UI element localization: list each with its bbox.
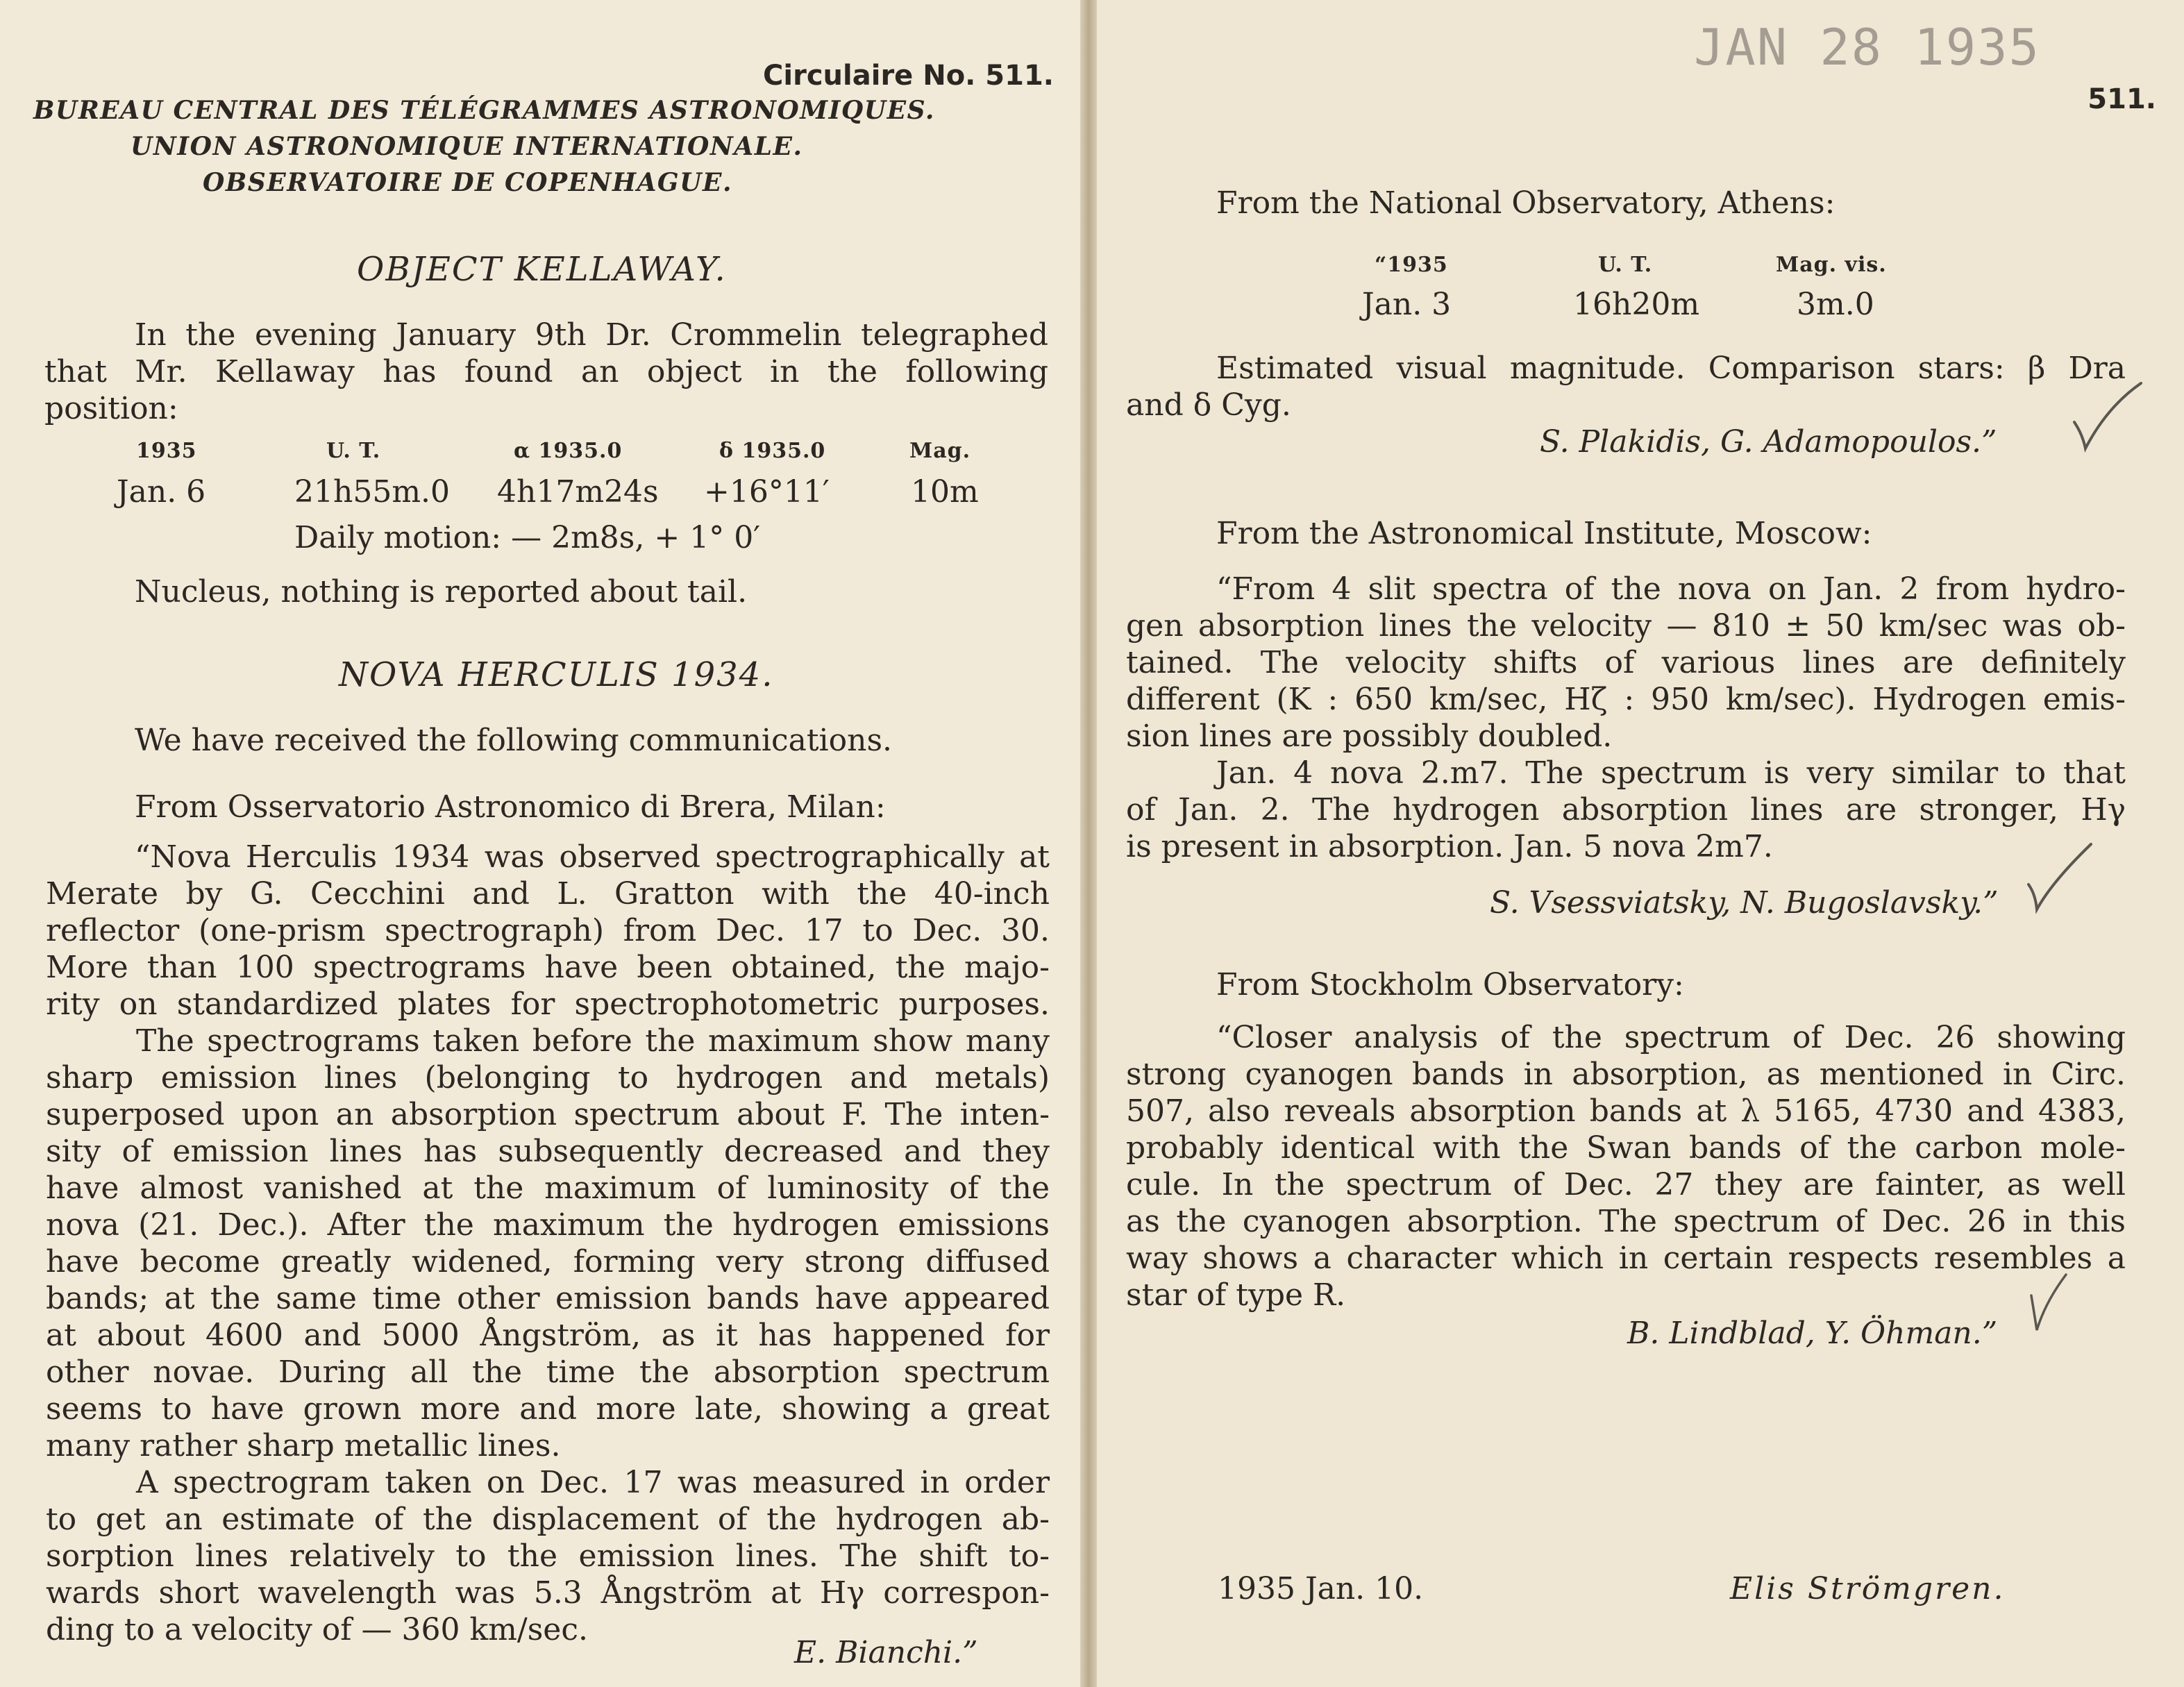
table-header-ra: α 1935.0 [514, 439, 623, 463]
athens-header-ut: U. T. [1598, 253, 1653, 277]
p3-line-4: wards short wavelength was 5.3 Ångström at Hγ correspon- [46, 1575, 1050, 1611]
athens-estimate-line-2: and δ Cyg. [1126, 387, 1291, 423]
signature-vsessviatsky: S. Vsessviatsky, N. Bugoslavsky.” [1490, 885, 1999, 921]
p2-line-5: have almost vanished at the maximum of luminosity of the [46, 1170, 1050, 1206]
p3-line-3: sorption lines relatively to the emission lines. The shift to- [46, 1538, 1050, 1574]
heading-object-kellaway: OBJECT KELLAWAY. [357, 250, 727, 289]
stockholm-line-8: star of type R. [1126, 1277, 1346, 1313]
signature-bianchi: E. Bianchi.” [794, 1635, 978, 1670]
p1-line-4: More than 100 spectrograms have been obtained, the majo- [46, 950, 1050, 985]
stockholm-paragraph [1126, 1019, 2126, 1313]
daily-motion: Daily motion: — 2m8s, + 1° 0′ [294, 520, 761, 555]
right-page [1097, 0, 2184, 1687]
p3-line-5: ding to a velocity of — 360 km/sec. [46, 1612, 588, 1647]
bianchi-paragraph-2 [46, 1023, 1050, 1464]
p2-line-9: at about 4600 and 5000 Ångström, as it has happened for [46, 1318, 1050, 1353]
moscow-p2-line-2: of Jan. 2. The hydrogen absorption lines are stronger, Hγ [1126, 792, 2126, 828]
table-cell-date: Jan. 6 [117, 474, 206, 510]
p2-line-1: The spectrograms taken before the maximum show many [136, 1023, 1050, 1059]
moscow-p1-line-2: gen absorption lines the velocity — 810 ± 50 km/sec was ob- [1126, 608, 2126, 644]
table-cell-ut: 21h55m.0 [294, 474, 451, 510]
p2-line-11: seems to have grown more and more late, showing a great [46, 1391, 1050, 1427]
kellaway-intro-line-1: In the evening January 9th Dr. Crommelin telegraphed [135, 317, 1048, 353]
stockholm-line-5: cule. In the spectrum of Dec. 27 they are fainter, as well [1126, 1167, 2126, 1202]
from-moscow: From the Astronomical Institute, Moscow: [1216, 516, 1872, 551]
athens-cell-mag: 3m.0 [1797, 287, 1874, 322]
from-brera: From Osservatorio Astronomico di Brera, Milan: [135, 789, 886, 825]
athens-cell-date: Jan. 3 [1362, 287, 1452, 322]
checkmark-icon [2069, 379, 2145, 455]
p2-line-4: sity of emission lines has subsequently decreased and they [46, 1134, 1050, 1169]
p2-line-12: many rather sharp metallic lines. [46, 1428, 561, 1463]
checkmark-icon [2024, 840, 2101, 916]
stockholm-line-1: “Closer analysis of the spectrum of Dec. 26 showing [1216, 1020, 2126, 1055]
from-stockholm: From Stockholm Observatory: [1216, 967, 1684, 1002]
bureau-line-2: UNION ASTRONOMIQUE INTERNATIONALE. [131, 132, 803, 161]
moscow-paragraph-1 [1126, 571, 2126, 755]
table-cell-mag: 10m [911, 474, 979, 510]
kellaway-intro [44, 317, 1048, 427]
left-page [0, 0, 1080, 1687]
p1-line-5: rity on standardized plates for spectrophotometric purposes. [46, 987, 1050, 1022]
p2-line-6: nova (21. Dec.). After the maximum the hydrogen emissions [46, 1207, 1050, 1243]
checkmark-icon [2024, 1268, 2080, 1337]
p2-line-3: superposed upon an absorption spectrum about F. The inten- [46, 1097, 1050, 1132]
p1-line-1: “Nova Herculis 1934 was observed spectrographically at [135, 839, 1050, 875]
heading-nova-herculis: NOVA HERCULIS 1934. [339, 655, 774, 694]
p2-line-10: other novae. During all the time the absorption spectrum [46, 1354, 1050, 1390]
table-header-ut: U. T. [326, 439, 381, 463]
p2-line-7: have become greatly widened, forming very strong diffused [46, 1244, 1050, 1279]
received-date-stamp: JAN 28 1935 [1694, 18, 2040, 76]
table-cell-dec: +16°11′ [704, 474, 830, 510]
stockholm-line-3: 507, also reveals absorption bands at λ 5165, 4730 and 4383, [1126, 1093, 2126, 1129]
moscow-p1-line-3: tained. The velocity shifts of various lines are definitely [1126, 645, 2126, 680]
moscow-p2-line-1: Jan. 4 nova 2.m7. The spectrum is very similar to that [1216, 755, 2126, 791]
athens-cell-ut: 16h20m [1573, 287, 1700, 322]
received-line: We have received the following communications. [135, 723, 893, 758]
p2-line-8: bands; at the same time other emission bands have appeared [46, 1281, 1050, 1316]
p1-line-3: reflector (one-prism spectrograph) from Dec. 17 to Dec. 30. [46, 913, 1050, 948]
circular-number: Circulaire No. 511. [763, 60, 1054, 92]
p3-line-1: A spectrogram taken on Dec. 17 was measured in order [136, 1465, 1050, 1500]
from-athens: From the National Observatory, Athens: [1216, 185, 1836, 221]
book-gutter [1080, 0, 1097, 1687]
p2-line-2: sharp emission lines (belonging to hydrogen and metals) [46, 1060, 1050, 1096]
table-header-year: 1935 [136, 439, 197, 463]
table-header-dec: δ 1935.0 [719, 439, 826, 463]
moscow-p2-line-3: is present in absorption. Jan. 5 nova 2m7. [1126, 829, 1773, 864]
moscow-p1-line-5: sion lines are possibly doubled. [1126, 719, 1613, 754]
bianchi-paragraph-3 [46, 1464, 1050, 1648]
moscow-paragraph-2 [1126, 755, 2126, 865]
signature-plakidis: S. Plakidis, G. Adamopoulos.” [1540, 424, 1997, 460]
page-number: 511. [2088, 83, 2156, 115]
athens-estimate-line-1: Estimated visual magnitude. Comparison stars: β Dra [1216, 351, 2126, 386]
nucleus-line: Nucleus, nothing is reported about tail. [135, 574, 748, 610]
moscow-p1-line-4: different (K : 650 km/sec, Hζ : 950 km/sec). Hydrogen emis- [1126, 682, 2126, 717]
moscow-p1-line-1: “From 4 slit spectra of the nova on Jan. 2 from hydro- [1216, 571, 2126, 607]
bureau-line-1: BUREAU CENTRAL DES TÉLÉGRAMMES ASTRONOMIQUES. [33, 96, 935, 125]
author-stromgren: Elis Strömgren. [1730, 1571, 2006, 1606]
athens-header-year: “1935 [1375, 253, 1448, 277]
athens-estimate [1126, 350, 2126, 423]
stockholm-line-7: way shows a character which in certain respects resembles a [1126, 1241, 2126, 1276]
p3-line-2: to get an estimate of the displacement of the hydrogen ab- [46, 1502, 1050, 1537]
athens-header-mag: Mag. vis. [1776, 253, 1887, 277]
p1-line-2: Merate by G. Cecchini and L. Gratton with the 40-inch [46, 876, 1050, 912]
kellaway-intro-line-3: position: [44, 391, 178, 426]
kellaway-intro-line-2: that Mr. Kellaway has found an object in the following [44, 354, 1048, 389]
issue-date: 1935 Jan. 10. [1218, 1571, 1424, 1606]
table-cell-ra: 4h17m24s [497, 474, 659, 510]
stockholm-line-6: as the cyanogen absorption. The spectrum of Dec. 26 in this [1126, 1204, 2126, 1239]
bureau-line-3: OBSERVATOIRE DE COPENHAGUE. [203, 168, 733, 197]
stockholm-line-2: strong cyanogen bands in absorption, as mentioned in Circ. [1126, 1057, 2126, 1092]
bianchi-paragraph-1 [46, 839, 1050, 1023]
signature-lindblad: B. Lindblad, Y. Öhman.” [1627, 1316, 1998, 1351]
stockholm-line-4: probably identical with the Swan bands of the carbon mole- [1126, 1130, 2126, 1166]
table-header-mag: Mag. [909, 439, 971, 463]
